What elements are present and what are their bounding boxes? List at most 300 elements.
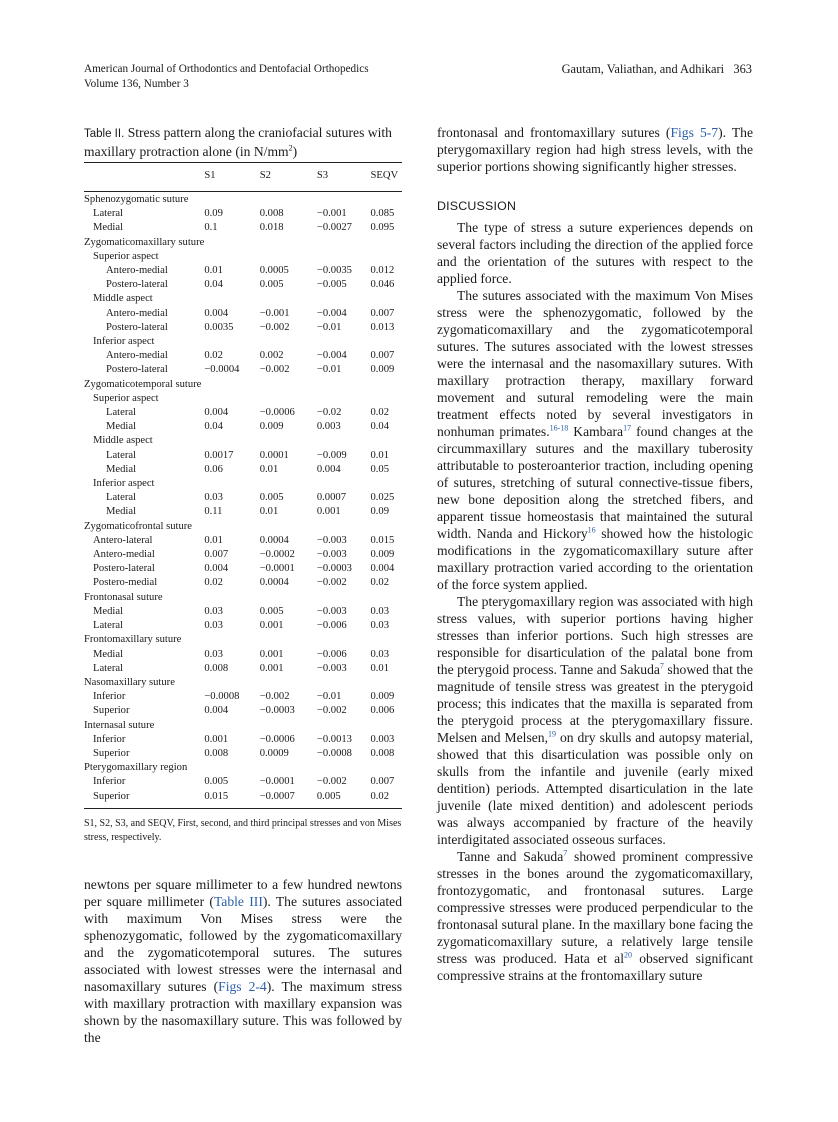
table-cell: 0.005 bbox=[259, 492, 284, 504]
table-cell: −0.0006 bbox=[259, 407, 295, 419]
table-cell: −0.0035 bbox=[316, 265, 352, 277]
table-cell: 0.001 bbox=[259, 662, 284, 674]
row-label: Inferior bbox=[93, 733, 126, 745]
table-cell: −0.01 bbox=[316, 321, 342, 333]
table-cell bbox=[260, 633, 317, 647]
table-row bbox=[84, 548, 402, 562]
table-row bbox=[84, 335, 402, 349]
table-body bbox=[84, 193, 402, 804]
table-row bbox=[84, 619, 402, 633]
table-cell: 0.0005 bbox=[259, 265, 289, 277]
authors: Gautam, Valiathan, and Adhikari bbox=[561, 62, 725, 76]
table-row bbox=[84, 505, 402, 519]
table-cell bbox=[260, 392, 317, 406]
table-cell bbox=[370, 477, 402, 491]
table-row bbox=[84, 250, 402, 264]
row-label: Middle aspect bbox=[93, 293, 153, 305]
table-cell bbox=[260, 434, 317, 448]
table-cell: 0.03 bbox=[204, 648, 223, 660]
table-cell: −0.006 bbox=[316, 648, 347, 660]
citation-link[interactable]: 20 bbox=[623, 950, 632, 960]
table-row bbox=[84, 662, 402, 676]
table-row bbox=[84, 236, 402, 250]
right-column bbox=[437, 124, 753, 984]
table-cell: −0.0003 bbox=[259, 705, 295, 717]
table-cell bbox=[317, 633, 371, 647]
table-row bbox=[84, 193, 402, 207]
table-cell bbox=[370, 292, 402, 306]
table-cell: 0.03 bbox=[370, 620, 390, 632]
table-row bbox=[84, 221, 402, 235]
col-header-s3: S3 bbox=[316, 170, 329, 181]
table-cell bbox=[260, 591, 317, 605]
table-cell: 0.01 bbox=[259, 463, 279, 475]
table-cell: −0.003 bbox=[316, 662, 347, 674]
table-title-superscript: 2 bbox=[288, 143, 293, 153]
table-cell: 0.012 bbox=[370, 265, 395, 277]
table-cell: 0.007 bbox=[370, 776, 395, 788]
row-label: Lateral bbox=[93, 208, 123, 220]
row-label: Sphenozygomatic suture bbox=[84, 194, 189, 205]
table-cell: 0.0009 bbox=[259, 747, 289, 759]
table-row bbox=[84, 591, 402, 605]
table-cell: 0.02 bbox=[204, 350, 223, 362]
table-cell: 0.009 bbox=[259, 421, 284, 433]
row-label: Medial bbox=[93, 222, 124, 234]
table-cell bbox=[260, 335, 317, 349]
table-cell bbox=[204, 236, 259, 250]
table-cell: 0.03 bbox=[204, 620, 223, 632]
table-cell: −0.0006 bbox=[259, 733, 295, 745]
table-cell bbox=[260, 292, 317, 306]
table-cell: 0.11 bbox=[204, 506, 223, 518]
table-header-row bbox=[84, 163, 402, 189]
row-label: Nasomaxillary suture bbox=[84, 676, 175, 688]
table-cell: 0.03 bbox=[370, 648, 390, 660]
table-cell: 0.008 bbox=[259, 208, 284, 220]
table-cell: 0.02 bbox=[370, 407, 390, 419]
table-cell bbox=[370, 520, 402, 534]
left-body-text bbox=[84, 876, 402, 1046]
row-label: Lateral bbox=[93, 662, 123, 674]
table-row bbox=[84, 420, 402, 434]
table-cell bbox=[317, 335, 371, 349]
table-cell bbox=[260, 676, 317, 690]
table-cell: 0.025 bbox=[370, 492, 395, 504]
table-cell bbox=[317, 477, 371, 491]
table-cell: −0.0027 bbox=[316, 222, 352, 234]
table-cell: 0.005 bbox=[259, 605, 284, 617]
section-heading: DISCUSSION bbox=[437, 199, 517, 213]
right-body-text bbox=[437, 124, 753, 984]
row-label: Frontomaxillary suture bbox=[84, 634, 182, 646]
table-cell: 0.02 bbox=[370, 577, 390, 589]
table-cell: −0.0008 bbox=[204, 691, 240, 703]
table-cell: 0.009 bbox=[370, 364, 395, 376]
table-row bbox=[84, 406, 402, 420]
stress-table bbox=[84, 163, 402, 804]
table-row bbox=[84, 775, 402, 789]
table-cell: −0.006 bbox=[316, 620, 347, 632]
table-cell: 0.1 bbox=[204, 222, 218, 234]
table-cell: −0.0008 bbox=[316, 747, 352, 759]
table-cell: −0.002 bbox=[316, 577, 347, 589]
table-row bbox=[84, 378, 402, 392]
table-cell: 0.09 bbox=[370, 506, 390, 518]
table-cell: −0.001 bbox=[259, 307, 290, 319]
table-cell bbox=[370, 392, 402, 406]
row-label: Internasal suture bbox=[84, 719, 155, 731]
table-cell: −0.0002 bbox=[259, 549, 295, 561]
table-cell bbox=[204, 591, 259, 605]
table-cell: −0.0001 bbox=[259, 776, 295, 788]
table-cell bbox=[370, 761, 402, 775]
table-cell bbox=[370, 676, 402, 690]
row-label: Middle aspect bbox=[93, 435, 153, 447]
table-cell: −0.004 bbox=[316, 350, 347, 362]
table-cell bbox=[204, 292, 259, 306]
table-cell: −0.0003 bbox=[316, 563, 352, 575]
table-cell: −0.0007 bbox=[259, 790, 295, 802]
table-cell: 0.03 bbox=[370, 605, 390, 617]
table-cell: −0.003 bbox=[316, 549, 347, 561]
table-cell: 0.001 bbox=[204, 733, 229, 745]
table-cell: 0.04 bbox=[204, 279, 223, 291]
row-label: Superior bbox=[93, 705, 130, 717]
table-cell: 0.005 bbox=[316, 790, 341, 802]
table-cell: 0.01 bbox=[370, 662, 390, 674]
table-row bbox=[84, 676, 402, 690]
table-cell bbox=[260, 520, 317, 534]
table-row bbox=[84, 520, 402, 534]
table-cell: 0.03 bbox=[204, 605, 223, 617]
table-cell bbox=[260, 719, 317, 733]
row-label: Antero-medial bbox=[93, 549, 155, 561]
table-cell bbox=[260, 236, 317, 250]
table-title-end: ) bbox=[292, 144, 298, 159]
paragraph: newtons per square millimeter to a few hundred newtons per square millimeter (Table III). The sutures associated with maximum Von Mises stress were the sphenozygomatic, followed by the zygomaticomaxillary and the zygomaticotemporal sutures. The sutures associated with lowest stresses were the internasal and nasomaxillary sutures (Figs 2-4). The maximum stress with maxillary protraction with maxillary expansion was shown by the nasomaxillary suture. This was followed by the bbox=[84, 876, 403, 1045]
table-row bbox=[84, 363, 402, 377]
table-cell: −0.003 bbox=[316, 605, 347, 617]
table-cell: 0.03 bbox=[204, 492, 223, 504]
table-cell bbox=[260, 378, 317, 392]
row-label: Antero-medial bbox=[106, 350, 168, 362]
table-cell: 0.005 bbox=[204, 776, 229, 788]
table-bottom-rule bbox=[84, 808, 402, 809]
table-row bbox=[84, 292, 402, 306]
table-cell: −0.0001 bbox=[259, 563, 295, 575]
row-label: Lateral bbox=[106, 449, 136, 461]
table-cell bbox=[317, 719, 371, 733]
table-cell: 0.008 bbox=[204, 747, 229, 759]
table-row bbox=[84, 321, 402, 335]
table-cell: 0.004 bbox=[204, 307, 229, 319]
row-label: Antero-lateral bbox=[93, 534, 153, 546]
table-cell: 0.01 bbox=[259, 506, 279, 518]
figure-link[interactable]: Figs 2-4 bbox=[218, 978, 267, 994]
table-cell: 0.013 bbox=[370, 321, 395, 333]
table-row bbox=[84, 704, 402, 718]
row-label: Zygomaticomaxillary suture bbox=[84, 236, 205, 248]
paragraph: The sutures associated with the maximum Von Mises stress were the sphenozygomatic, followed by the zygomaticomaxillary and the zygomaticotemporal sutures. The sutures associated with the lowest stresses were the internasal and the nasomaxillary sutures. With maxillary protraction therapy, maxillary forward movement and sutural remodeling were the main treatment effects noted by several investigators in nonhuman primates.$^{16-18}$ Kambara$^{17}$ found changes at the circummaxillary sutures and the maxillary tuberosity attributable to posteroanterior traction, including opening of sutures, stretching of sutural connective-tissue fibers, new bone deposition along the stretched fibers, and apparent tissue homeostasis that maintained the sutural width. Nanda and Hickory$^{16}$ showed how the histologic modifications in the zygomaticomaxillary suture after maxillary protraction varied according to the orientation of the force system applied. bbox=[437, 288, 753, 592]
table-cell: 0.007 bbox=[204, 549, 229, 561]
table-cell bbox=[370, 591, 402, 605]
row-label: Frontonasal suture bbox=[84, 591, 163, 603]
table-row bbox=[84, 633, 402, 647]
col-header-seqv: SEQV bbox=[370, 170, 399, 181]
table-caption bbox=[84, 124, 402, 160]
running-header-right bbox=[562, 62, 752, 77]
table-cell bbox=[204, 193, 259, 207]
table-cell: 0.018 bbox=[259, 222, 284, 234]
row-label: Inferior bbox=[93, 691, 126, 703]
table-cell bbox=[204, 378, 259, 392]
table-label: Table II. bbox=[84, 128, 125, 140]
table-cell: 0.04 bbox=[370, 421, 390, 433]
row-label: Superior bbox=[93, 790, 130, 802]
page-number: 363 bbox=[733, 62, 752, 76]
table-cell: 0.005 bbox=[259, 279, 284, 291]
table-cell bbox=[317, 250, 371, 264]
table-cell bbox=[370, 434, 402, 448]
citation-link[interactable]: 19 bbox=[547, 729, 556, 739]
table-cell: 0.04 bbox=[204, 421, 223, 433]
table-cell: 0.01 bbox=[204, 265, 223, 277]
table-cell bbox=[317, 378, 371, 392]
table-cell: 0.0017 bbox=[204, 449, 234, 461]
table-row bbox=[84, 761, 402, 775]
row-label: Superior aspect bbox=[93, 250, 159, 262]
table-title: Stress pattern along the craniofacial sutures with maxillary protraction alone (in N/mm bbox=[84, 125, 392, 159]
table-cell bbox=[317, 761, 371, 775]
table-cell bbox=[204, 761, 259, 775]
row-label: Antero-medial bbox=[106, 265, 168, 277]
table-cell bbox=[370, 378, 402, 392]
table-row bbox=[84, 562, 402, 576]
table-row bbox=[84, 719, 402, 733]
table-cell bbox=[317, 392, 371, 406]
table-cell bbox=[317, 292, 371, 306]
table-cell bbox=[370, 236, 402, 250]
table-cell: 0.001 bbox=[316, 506, 341, 518]
table-cell: −0.002 bbox=[316, 776, 347, 788]
table-cell: 0.003 bbox=[370, 733, 395, 745]
citation-link[interactable]: 16-18 bbox=[549, 423, 569, 433]
table-cell: 0.01 bbox=[370, 449, 390, 461]
table-cell: 0.01 bbox=[204, 534, 223, 546]
table-cell bbox=[204, 633, 259, 647]
table-cell: 0.0007 bbox=[316, 492, 346, 504]
table-cell: 0.004 bbox=[204, 563, 229, 575]
table-cell: 0.09 bbox=[204, 208, 223, 220]
table-cell bbox=[260, 250, 317, 264]
table-cell bbox=[370, 335, 402, 349]
table-cell: −0.002 bbox=[316, 705, 347, 717]
figure-link[interactable]: Figs 5-7 bbox=[670, 125, 719, 140]
table-cell bbox=[204, 392, 259, 406]
row-label: Superior aspect bbox=[93, 392, 159, 404]
table-cell: −0.002 bbox=[259, 364, 290, 376]
table-row bbox=[84, 733, 402, 747]
left-column bbox=[84, 124, 402, 1046]
table-cell bbox=[317, 591, 371, 605]
table-cell: 0.003 bbox=[316, 421, 341, 433]
paragraph: frontonasal and frontomaxillary sutures (Figs 5-7). The pterygomaxillary region had high stress levels, with the superior portions showing significantly higher stresses. bbox=[437, 125, 753, 174]
table-cell: 0.001 bbox=[259, 648, 284, 660]
table-cell bbox=[370, 193, 402, 207]
table-row bbox=[84, 463, 402, 477]
table-cell: 0.085 bbox=[370, 208, 395, 220]
col-header-s2: S2 bbox=[259, 170, 271, 181]
table-cell: 0.06 bbox=[204, 463, 223, 475]
table-row bbox=[84, 648, 402, 662]
table-cell bbox=[317, 520, 371, 534]
table-cell bbox=[204, 250, 259, 264]
table-cell bbox=[204, 434, 259, 448]
table-cell: −0.002 bbox=[259, 321, 290, 333]
row-label: Antero-medial bbox=[106, 307, 168, 319]
table-cell bbox=[370, 719, 402, 733]
table-row bbox=[84, 307, 402, 321]
table-cell bbox=[317, 236, 371, 250]
table-cell: 0.02 bbox=[370, 790, 390, 802]
table-cell: −0.002 bbox=[259, 691, 290, 703]
table-cell: 0.002 bbox=[259, 350, 284, 362]
row-label: Medial bbox=[106, 506, 137, 518]
row-label: Postero-lateral bbox=[106, 364, 168, 376]
row-label: Postero-lateral bbox=[93, 563, 155, 575]
row-label: Medial bbox=[93, 648, 124, 660]
table-row bbox=[84, 534, 402, 548]
table-cell: −0.001 bbox=[316, 208, 347, 220]
table-cell: 0.009 bbox=[370, 549, 395, 561]
paragraph: The pterygomaxillary region was associated with high stress values, with superior portions having higher stresses than inferior portions. Such high stresses are responsible for disarticulation of the palatal bone from the pterygoid process. Tanne and Sakuda$^7$ showed that the magnitude of tensile stress was greatest in the pterygoid process; this indicates that the maxilla is separated from the pterygoid process at the pterygomaxillary fissure. Melsen and Melsen,$^{19}$ on dry skulls and autopsy material, showed that this disarticulation was possible only on skulls from the infantile and juvenile (early mixed dentition) periods. Attempted disarticulation in the late juvenile (late mixed dentition) and adolescent periods was always accompanied by fracture of the heavily interdigitated associated osseous surfaces. bbox=[437, 594, 754, 847]
row-label: Medial bbox=[106, 421, 137, 433]
table-cell: 0.02 bbox=[204, 577, 223, 589]
table-cell: 0.046 bbox=[370, 279, 395, 291]
paragraph: The type of stress a suture experiences depends on several factors including the direction of the applied force and the orientation of the sutures with respect to the applied force. bbox=[437, 220, 753, 286]
row-label: Inferior aspect bbox=[93, 478, 155, 490]
table-cell: 0.008 bbox=[204, 662, 229, 674]
table-row bbox=[84, 278, 402, 292]
table-cell: −0.004 bbox=[316, 307, 347, 319]
table-row bbox=[84, 392, 402, 406]
journal-name: American Journal of Orthodontics and Dentofacial Orthopedics bbox=[84, 63, 369, 75]
table-cell: 0.0001 bbox=[259, 449, 289, 461]
table-cell: 0.015 bbox=[204, 790, 229, 802]
citation-link[interactable]: 17 bbox=[623, 423, 632, 433]
table-cell: −0.005 bbox=[316, 279, 347, 291]
col-header bbox=[84, 163, 204, 189]
row-label: Postero-lateral bbox=[106, 321, 168, 333]
table-cell: 0.0004 bbox=[259, 577, 289, 589]
table-cell: −0.0004 bbox=[204, 364, 240, 376]
table-row bbox=[84, 207, 402, 221]
table-cell: 0.006 bbox=[370, 705, 395, 717]
table-row bbox=[84, 790, 402, 804]
table-row bbox=[84, 349, 402, 363]
table-cell bbox=[204, 477, 259, 491]
table-cell bbox=[204, 520, 259, 534]
row-label: Inferior aspect bbox=[93, 336, 155, 348]
table-cell: −0.003 bbox=[316, 534, 347, 546]
table-row bbox=[84, 576, 402, 590]
table-cell: 0.004 bbox=[204, 705, 229, 717]
table-cell: −0.01 bbox=[316, 364, 342, 376]
row-label: Zygomaticofrontal suture bbox=[84, 520, 192, 532]
table-row bbox=[84, 264, 402, 278]
table-cell: 0.001 bbox=[259, 620, 284, 632]
table-cell: −0.02 bbox=[316, 407, 342, 419]
col-header-s1: S1 bbox=[204, 170, 216, 181]
table-cell bbox=[317, 676, 371, 690]
citation-link[interactable]: 7 bbox=[659, 661, 664, 671]
table-cell: 0.007 bbox=[370, 307, 395, 319]
table-cell: −0.0013 bbox=[316, 733, 352, 745]
table-cell bbox=[260, 477, 317, 491]
row-label: Inferior bbox=[93, 776, 126, 788]
table-cell: 0.009 bbox=[370, 691, 395, 703]
table-cell: −0.01 bbox=[316, 691, 342, 703]
table-cell: 0.095 bbox=[370, 222, 395, 234]
row-label: Medial bbox=[93, 605, 124, 617]
table-cell bbox=[370, 633, 402, 647]
table-cell bbox=[204, 719, 259, 733]
table-cell: 0.007 bbox=[370, 350, 395, 362]
table-cell: 0.004 bbox=[204, 407, 229, 419]
row-label: Lateral bbox=[106, 407, 136, 419]
row-label: Lateral bbox=[93, 620, 123, 632]
table-cell bbox=[370, 250, 402, 264]
table-row bbox=[84, 605, 402, 619]
row-label: Medial bbox=[106, 463, 137, 475]
row-label: Zygomaticotemporal suture bbox=[84, 378, 202, 390]
table-cell bbox=[204, 335, 259, 349]
table-cell: 0.05 bbox=[370, 463, 390, 475]
table-cell: 0.015 bbox=[370, 534, 395, 546]
table-row bbox=[84, 434, 402, 448]
table-cell bbox=[260, 193, 317, 207]
table-cell: 0.0035 bbox=[204, 321, 234, 333]
table-row bbox=[84, 747, 402, 761]
table-link[interactable]: Table III bbox=[213, 893, 263, 909]
citation-link[interactable]: 7 bbox=[563, 848, 568, 858]
table-row bbox=[84, 449, 402, 463]
table-row bbox=[84, 491, 402, 505]
table-cell: 0.004 bbox=[370, 563, 395, 575]
table-cell bbox=[204, 676, 259, 690]
table-cell: 0.0004 bbox=[259, 534, 289, 546]
row-label: Pterygomaxillary region bbox=[84, 762, 188, 774]
table-cell: 0.004 bbox=[316, 463, 341, 475]
table-footnote: S1, S2, S3, and SEQV, First, second, and third principal stresses and von Mises stress, respectively. bbox=[84, 817, 402, 843]
journal-volume: Volume 136, Number 3 bbox=[84, 78, 189, 90]
running-header-left bbox=[84, 62, 369, 92]
table-cell bbox=[317, 193, 371, 207]
table-row bbox=[84, 690, 402, 704]
table-cell: 0.008 bbox=[370, 747, 395, 759]
table-row bbox=[84, 477, 402, 491]
table-cell: −0.009 bbox=[316, 449, 347, 461]
row-label: Superior bbox=[93, 747, 130, 759]
row-label: Postero-medial bbox=[93, 577, 158, 589]
row-label: Postero-lateral bbox=[106, 279, 168, 291]
citation-link[interactable]: 16 bbox=[587, 525, 596, 535]
table-cell bbox=[260, 761, 317, 775]
paragraph: Tanne and Sakuda$^7$ showed prominent compressive stresses in the bones around the zygomaticomaxillary, frontozygomatic, and frontonasal sutures. Large compressive stresses were produced perpendicular to the frontonasal sutural plane. In the maxillary bone facing the zygomaticomaxillary suture, a relatively large tensile stress was produced. Hata et al$^{20}$ observed significant compressive strains at the frontomaxillary suture bbox=[437, 848, 753, 983]
row-label: Lateral bbox=[106, 492, 136, 504]
table-cell bbox=[317, 434, 371, 448]
